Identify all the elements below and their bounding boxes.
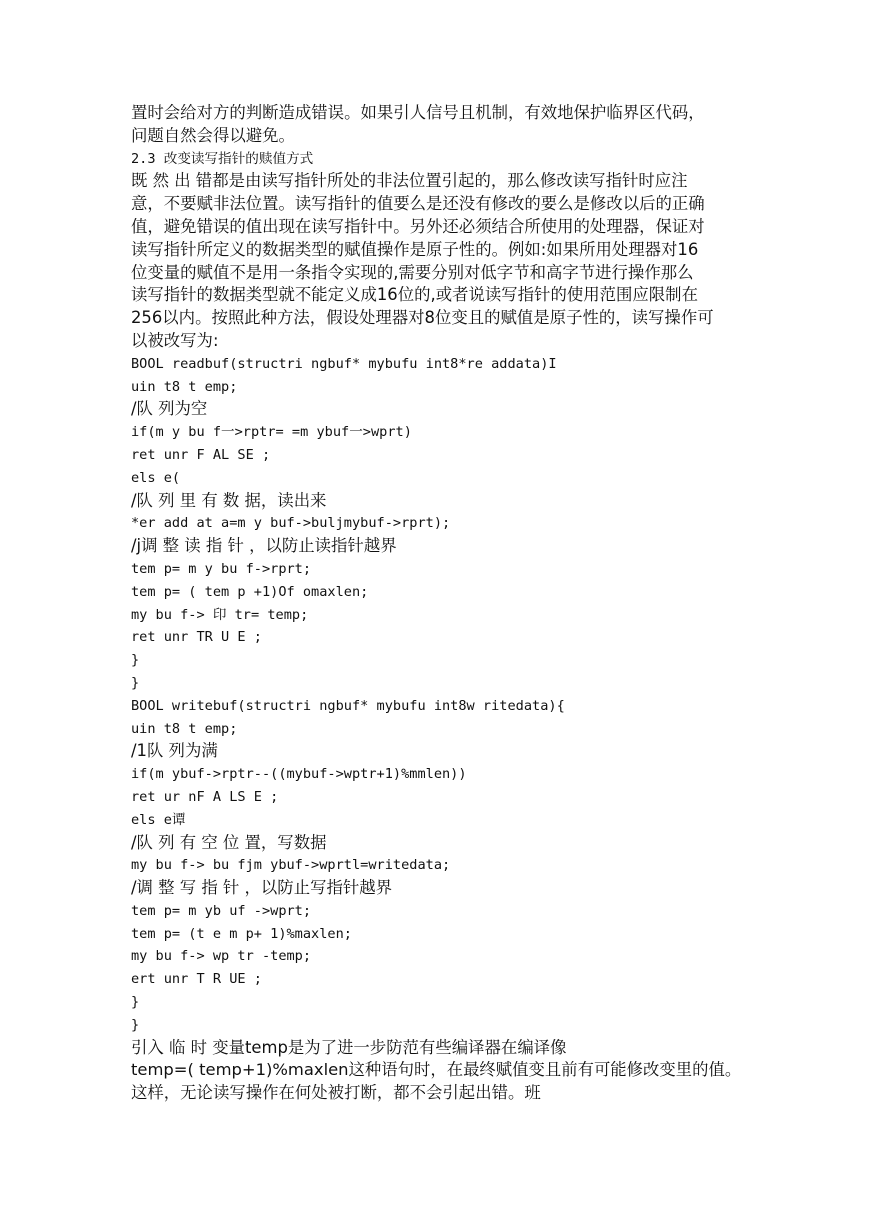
code-line: 2.3 改变读写指针的赎值方式 — [131, 150, 314, 167]
code-line: } — [131, 1016, 140, 1033]
code-line: *er add at a=m y buf->buljmybuf->rprt); — [131, 515, 451, 532]
text-line: 读写指针的数据类型就不能定义成16位的,或者说读写指针的使用范围应限制在 — [131, 285, 698, 305]
text-line: /队 列为空 — [131, 399, 208, 419]
text-line: 问题自然会得以避免。 — [131, 125, 295, 145]
text-line: 引入 临 时 变量temp是为了进一步防范有些编译器在编译像 — [131, 1037, 567, 1057]
code-line: } — [131, 674, 140, 691]
code-line: tem p= (t e m p+ 1)%maxlen; — [131, 925, 352, 942]
text-line: /队 列 有 空 位 置，写数据 — [131, 832, 327, 852]
code-line: els e( — [131, 469, 181, 486]
text-line: 这样，无论读写操作在何处被打断，都不会引起出错。班 — [131, 1083, 541, 1103]
code-line: } — [131, 652, 140, 669]
code-line: tem p= m yb uf ->wprt; — [131, 902, 312, 919]
text-line: 值，避免错误的值出现在读写指针中。另外还必须结合所使用的处理器，保证对 — [131, 216, 705, 236]
text-line: /调 整 写 指 针 ，以防止写指针越界 — [131, 878, 393, 898]
text-line: /队 列 里 有 数 据，读出来 — [131, 490, 327, 510]
code-line: my bu f-> wp tr -temp; — [131, 948, 312, 965]
code-line: tem p= m y bu f->rprt; — [131, 560, 312, 577]
text-line: 既 然 出 错都是由读写指针所处的非法位置引起的，那么修改读写指针时应注 — [131, 171, 688, 191]
code-line: my bu f-> 印 tr= temp; — [131, 606, 309, 623]
text-line: 置时会给对方的判断造成错误。如果引人信号且机制，有效地保护临界区代码， — [131, 103, 705, 122]
text-line: 位变量的赋值不是用一条指令实现的,需要分别对低字节和高字节进行操作那么 — [131, 262, 694, 282]
code-line: els e谭 — [131, 811, 186, 828]
code-line: tem p= ( tem p +1)Of omaxlen; — [131, 583, 369, 600]
code-line: ret unr F AL SE ; — [131, 446, 271, 463]
code-line: BOOL writebuf(structri ngbuf* mybufu int8w ritedata){ — [131, 697, 565, 714]
text-line: temp=( temp+1)%maxlen这种语句时，在最终赋值变且前有可能修改变里的值。 — [131, 1060, 742, 1080]
text-line: 256以内。按照此种方法，假设处理器对8位变且的赋值是原子性的，读写操作可 — [131, 308, 714, 328]
document-body — [131, 102, 741, 1105]
code-line: BOOL readbuf(structri ngbuf* mybufu int8*re addata)I — [131, 355, 557, 372]
code-line: ret ur nF A LS E ; — [131, 788, 279, 805]
code-line: if(m ybuf->rptr--((mybuf->wptr+1)%mmlen)) — [131, 766, 467, 783]
code-line: if(m y bu f一>rptr= =m ybuf一>wprt) — [131, 424, 412, 441]
code-line: uin t8 t emp; — [131, 720, 238, 737]
text-line: 意，不要赋非法位置。读写指针的值要么是还没有修改的要么是修改以后的正确 — [131, 194, 705, 214]
code-line: uin t8 t emp; — [131, 378, 238, 395]
code-line: ert unr T R UE ; — [131, 971, 262, 988]
text-line: 以被改写为: — [131, 330, 219, 350]
text-line: /1队 列为满 — [131, 741, 218, 761]
code-line: ret unr TR U E ; — [131, 629, 262, 646]
code-line: my bu f-> bu fjm ybuf->wprtl=writedata; — [131, 857, 451, 874]
text-line: 读写指针所定义的数据类型的赋值操作是原子性的。例如:如果所用处理器对16 — [131, 239, 699, 259]
text-line: /j调 整 读 指 针 ，以防止读指针越界 — [131, 536, 397, 556]
code-line: } — [131, 994, 140, 1011]
